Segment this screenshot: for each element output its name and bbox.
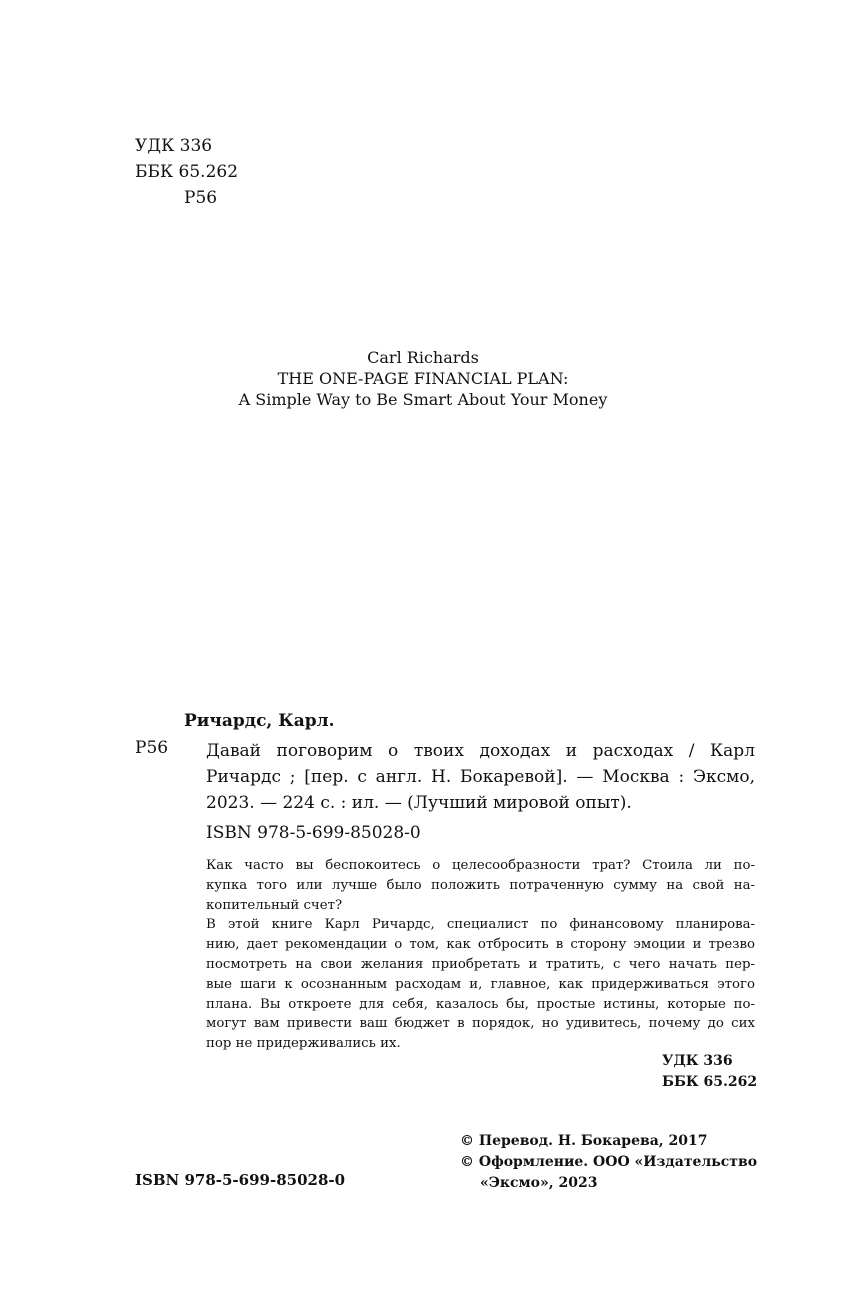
author-heading: Ричардс, Карл.	[184, 711, 335, 731]
description-line: Ричардс ; [пер. с англ. Н. Бокаревой]. — Москва : Эксмо,	[206, 767, 755, 787]
udk-code-bottom: УДК 336	[662, 1053, 733, 1069]
original-title: THE ONE-PAGE FINANCIAL PLAN:	[277, 369, 569, 388]
bbk-code: ББК 65.262	[135, 162, 239, 182]
annotation-line: посмотреть на свои желания приобретать и тратить, с чего начать пер-	[206, 956, 755, 972]
udk-code: УДК 336	[135, 136, 213, 156]
copyright-design-cont: «Эксмо», 2023	[480, 1175, 598, 1191]
annotation-line: купка того или лучше было положить потраченную сумму на свой на-	[206, 877, 755, 893]
description-line: Давай поговорим о твоих доходах и расходах / Карл	[206, 741, 755, 761]
original-subtitle: A Simple Way to Be Smart About Your Money	[238, 390, 608, 409]
annotation-line: В этой книге Карл Ричардс, специалист по финансовому планирова-	[206, 917, 755, 933]
bibliographic-code: Р56	[135, 738, 169, 758]
annotation-line: пор не придерживались их.	[206, 1036, 401, 1052]
annotation-line: могут вам привести ваш бюджет в порядок, но удивитесь, почему до сих	[206, 1016, 755, 1032]
original-author: Carl Richards	[367, 348, 479, 367]
copyright-translation: © Перевод. Н. Бокарева, 2017	[460, 1133, 708, 1149]
bbk-code-bottom: ББК 65.262	[662, 1074, 758, 1090]
isbn-bottom: ISBN 978-5-699-85028-0	[135, 1171, 346, 1189]
annotation-line: копительный счет?	[206, 897, 343, 913]
annotation-line: вые шаги к осознанным расходам и, главное, как придерживаться этого	[206, 976, 755, 992]
copyright-design: © Оформление. ООО «Издательство	[460, 1154, 758, 1170]
isbn: ISBN 978-5-699-85028-0	[206, 823, 421, 843]
description-line: 2023. — 224 с. : ил. — (Лучший мировой опыт).	[206, 793, 632, 813]
classification-block	[135, 133, 238, 211]
copyright-block	[460, 1131, 757, 1194]
bibliographic-description	[206, 738, 755, 816]
original-edition	[200, 347, 646, 410]
annotation-line: нию, дает рекомендации о том, как отбросить в сторону эмоции и трезво	[206, 937, 755, 953]
annotation-line: Как часто вы беспокоитесь о целесообразности трат? Стоила ли по-	[206, 858, 755, 873]
annotation-line: плана. Вы откроете для себя, казалось бы, простые истины, которые по-	[206, 996, 755, 1012]
annotation	[206, 856, 755, 1054]
classification-bottom	[662, 1051, 757, 1093]
author-mark: Р56	[184, 188, 218, 208]
